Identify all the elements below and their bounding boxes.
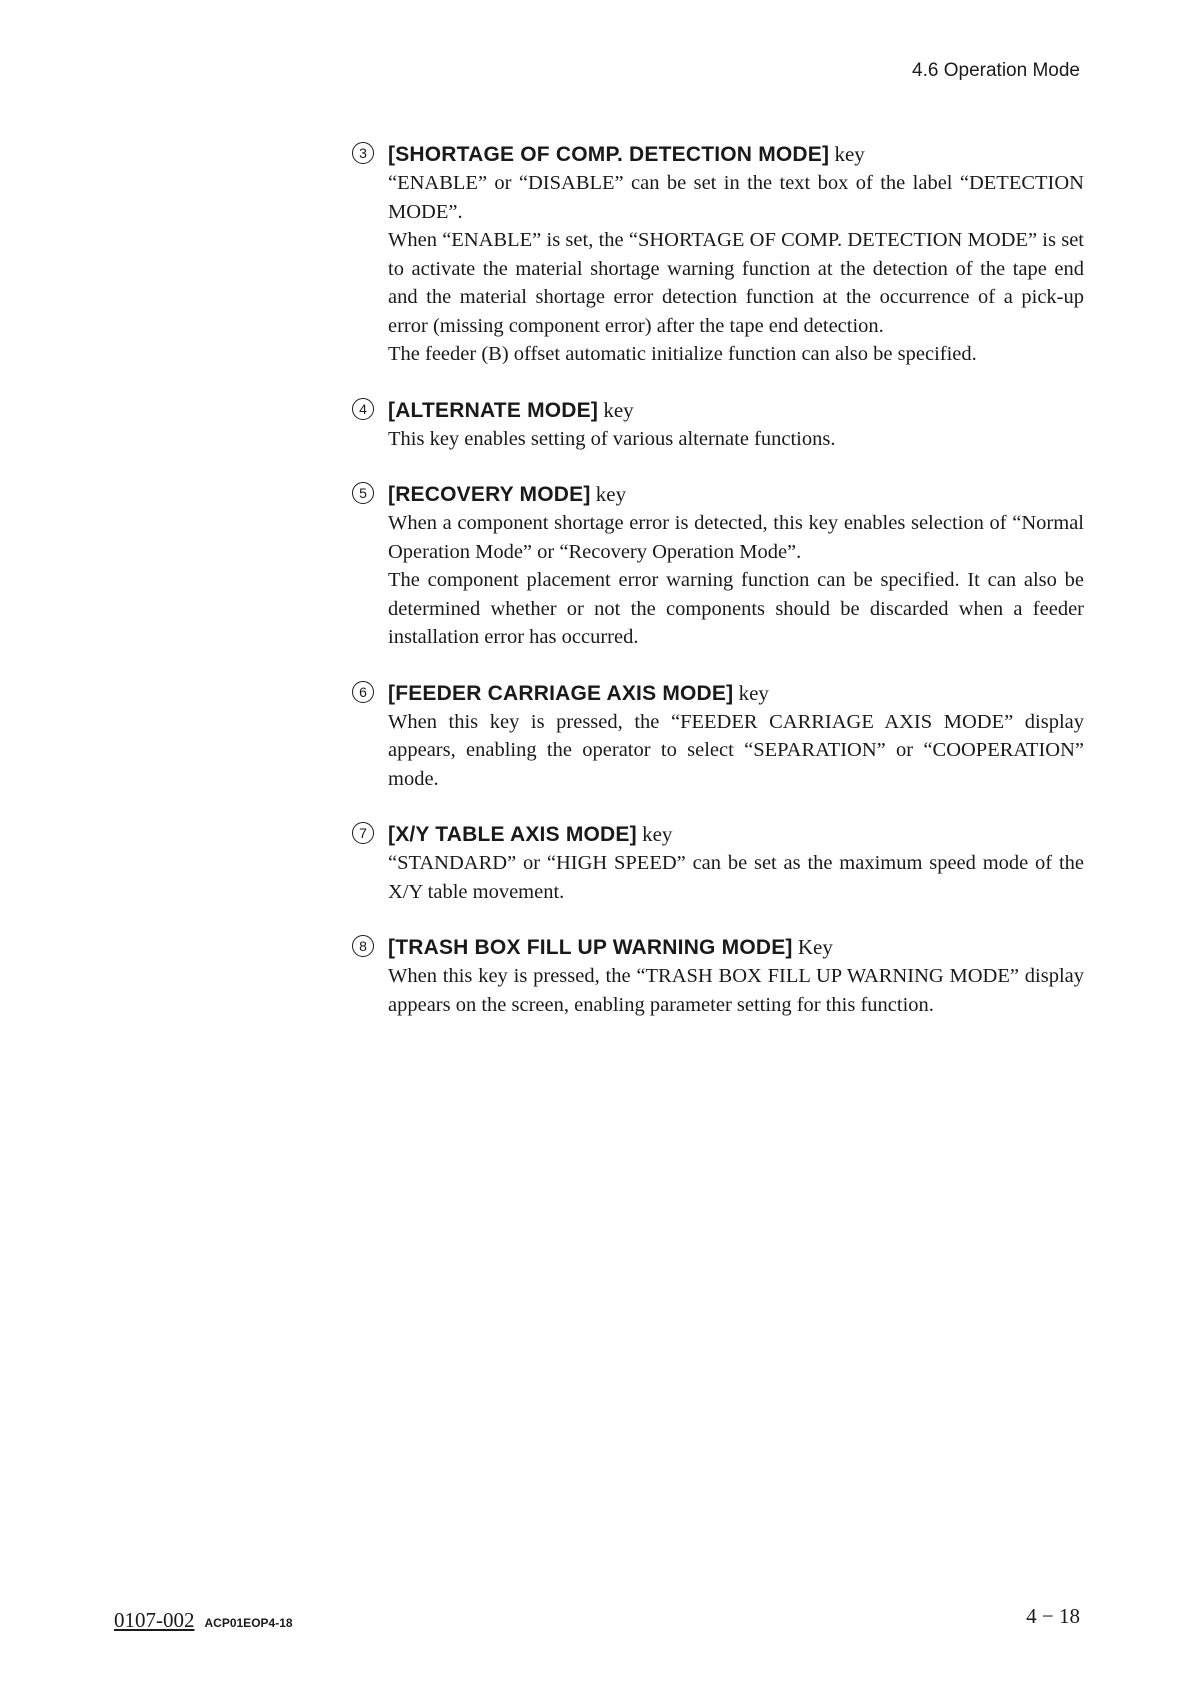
- key-name: [RECOVERY MODE]: [388, 483, 591, 506]
- key-suffix: key: [603, 397, 634, 422]
- section-heading: [359, 820, 1084, 849]
- key-suffix: key: [595, 482, 627, 506]
- paragraph: “ENABLE” or “DISABLE” can be set in the text box of the label “DETECTION MODE”.: [388, 172, 1084, 223]
- paragraph: When a component shortage error is detected, this key enables selection of “Normal Operation Mode” or “Recovery Operation Mode”.: [388, 512, 1084, 563]
- paragraph: When this key is pressed, the “TRASH BOX FILL UP WARNING MODE” display appears on the screen, enabling parameter setting for this function.: [388, 965, 1084, 1016]
- document-code: 0107-002: [114, 1608, 195, 1632]
- circled-number: 5: [352, 482, 374, 504]
- circled-number: 6: [352, 681, 374, 703]
- section-alternate-mode: [359, 396, 1084, 454]
- circled-number: 3: [352, 142, 374, 164]
- key-name: [FEEDER CARRIAGE AXIS MODE]: [388, 681, 734, 705]
- paragraph: When “ENABLE” is set, the “SHORTAGE OF COMP. DETECTION MODE” is set to activate the material shortage warning function at the detection of the tape end and the material shortage error detection function at the occurrence of a pick-up error (missing component error) after the tape end detection.: [388, 229, 1084, 337]
- circled-number: 7: [352, 822, 374, 844]
- paragraph: “STANDARD” or “HIGH SPEED” can be set as the maximum speed mode of the X/Y table movement.: [388, 852, 1084, 903]
- circled-number: 4: [352, 398, 374, 420]
- section-trash-box-warning-mode: [359, 933, 1084, 1019]
- section-heading: [359, 679, 1084, 708]
- running-header: 4.6 Operation Mode: [912, 60, 1080, 81]
- key-suffix: Key: [797, 935, 833, 959]
- key-name: [TRASH BOX FILL UP WARNING MODE]: [388, 936, 793, 959]
- section-recovery-mode: [359, 480, 1084, 652]
- paragraph: The feeder (B) offset automatic initialize function can also be specified.: [388, 343, 977, 365]
- section-heading: [359, 480, 1084, 509]
- section-feeder-carriage-axis-mode: [359, 679, 1084, 794]
- section-xy-table-axis-mode: [359, 820, 1084, 906]
- document-reference: ACP01EOP4-18: [204, 1616, 293, 1630]
- key-name: [ALTERNATE MODE]: [388, 398, 599, 422]
- section-heading: [359, 140, 1084, 169]
- circled-number: 8: [352, 935, 374, 957]
- main-content: [359, 140, 1084, 1046]
- page-number: 4 − 18: [1026, 1604, 1080, 1628]
- key-suffix: key: [642, 822, 673, 846]
- section-heading: [359, 396, 1084, 425]
- key-suffix: key: [834, 142, 865, 166]
- paragraph: This key enables setting of various alternate functions.: [388, 427, 836, 450]
- key-name: [X/Y TABLE AXIS MODE]: [388, 823, 637, 846]
- section-heading: [359, 933, 1084, 962]
- paragraph: The component placement error warning function can be specified. It can also be determined whether or not the components should be discarded when a feeder installation error has occurred.: [388, 569, 1084, 648]
- section-shortage-detection-mode: [359, 140, 1084, 369]
- key-name: [SHORTAGE OF COMP. DETECTION MODE]: [388, 143, 830, 166]
- paragraph: When this key is pressed, the “FEEDER CARRIAGE AXIS MODE” display appears, enabling the operator to select “SEPARATION” or “COOPERATION” mode.: [388, 710, 1084, 790]
- key-suffix: key: [738, 680, 769, 705]
- footer-doc-id: [114, 1608, 293, 1633]
